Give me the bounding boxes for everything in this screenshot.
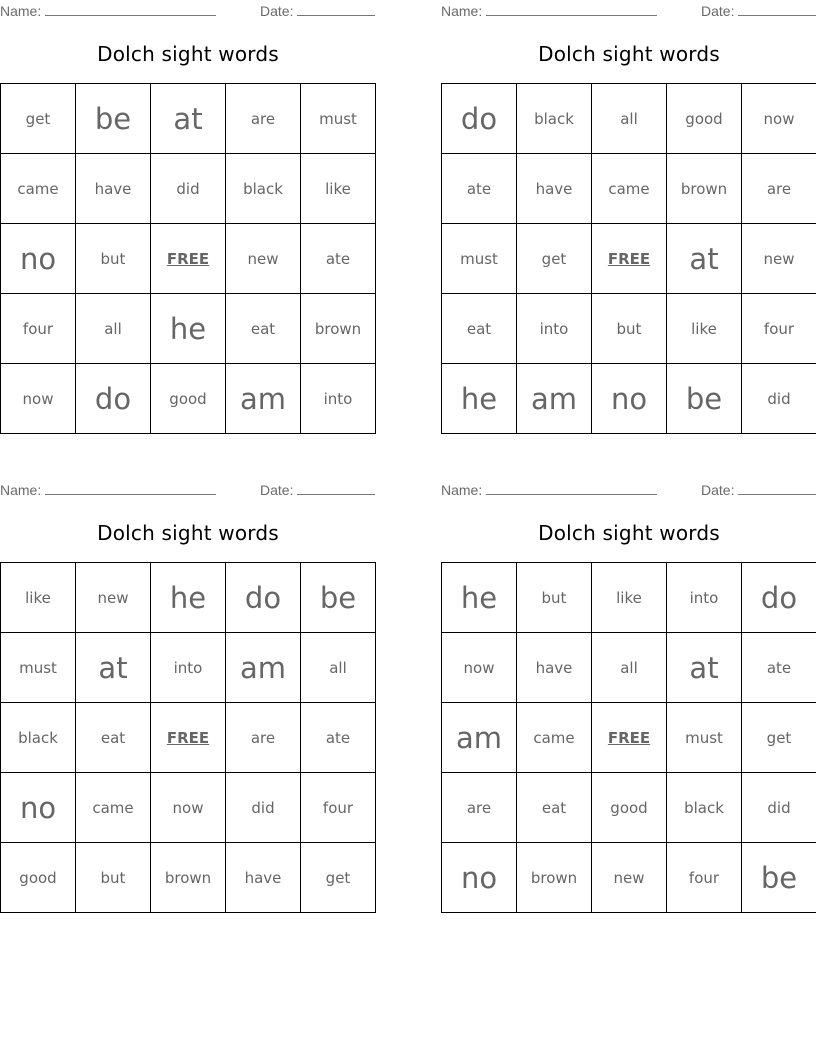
word-cell: am (517, 364, 592, 434)
word-cell: black (517, 84, 592, 154)
grid-row (1, 773, 376, 843)
word-cell: four (667, 843, 742, 913)
word-cell: but (517, 563, 592, 633)
bingo-card-4 (441, 479, 816, 911)
word-cell: like (667, 294, 742, 364)
word-cell: no (592, 364, 667, 434)
word-cell: are (226, 84, 301, 154)
word-cell: good (151, 364, 226, 434)
word-cell: did (151, 154, 226, 224)
word-cell: be (76, 84, 151, 154)
word-cell: all (592, 633, 667, 703)
date-field (260, 2, 375, 19)
bingo-grid (0, 83, 376, 434)
grid-row (1, 84, 376, 154)
date-label: Date: (701, 482, 735, 498)
word-cell: like (592, 563, 667, 633)
date-blank-line[interactable] (297, 2, 375, 16)
word-cell: must (442, 224, 517, 294)
word-cell: black (226, 154, 301, 224)
word-cell: but (76, 843, 151, 913)
date-blank-line[interactable] (738, 481, 816, 495)
date-blank-line[interactable] (297, 481, 375, 495)
word-cell: ate (301, 703, 376, 773)
card-title: Dolch sight words (538, 521, 720, 545)
bingo-card-1 (0, 0, 376, 432)
grid-row (442, 294, 816, 364)
word-cell: good (1, 843, 76, 913)
card-title: Dolch sight words (97, 521, 279, 545)
word-cell: at (667, 633, 742, 703)
word-cell: have (226, 843, 301, 913)
grid-row (442, 703, 816, 773)
name-blank-line[interactable] (486, 481, 657, 495)
word-cell: good (592, 773, 667, 843)
word-cell: did (226, 773, 301, 843)
word-cell: black (1, 703, 76, 773)
grid-row (442, 563, 816, 633)
word-cell: new (226, 224, 301, 294)
word-cell: must (301, 84, 376, 154)
date-field (701, 2, 816, 19)
word-cell: he (151, 563, 226, 633)
grid-row (1, 154, 376, 224)
name-blank-line[interactable] (486, 2, 657, 16)
word-cell: all (301, 633, 376, 703)
grid-row (442, 224, 816, 294)
word-cell: have (76, 154, 151, 224)
word-cell: must (1, 633, 76, 703)
date-label: Date: (701, 3, 735, 19)
bingo-grid (0, 562, 376, 913)
bingo-grid (441, 562, 816, 913)
grid-row (1, 364, 376, 434)
word-cell: now (1, 364, 76, 434)
word-cell: am (226, 633, 301, 703)
word-cell: black (667, 773, 742, 843)
grid-row (1, 843, 376, 913)
word-cell: four (301, 773, 376, 843)
word-cell: eat (442, 294, 517, 364)
word-cell: be (301, 563, 376, 633)
bingo-grid (441, 83, 816, 434)
word-cell: like (301, 154, 376, 224)
date-field (260, 481, 375, 498)
word-cell: do (226, 563, 301, 633)
word-cell: are (226, 703, 301, 773)
name-blank-line[interactable] (45, 481, 216, 495)
word-cell: he (442, 563, 517, 633)
word-cell: eat (226, 294, 301, 364)
word-cell: be (667, 364, 742, 434)
name-label: Name: (441, 3, 483, 19)
word-cell: four (742, 294, 816, 364)
bingo-card-2 (441, 0, 816, 432)
word-cell: get (517, 224, 592, 294)
name-label: Name: (441, 482, 483, 498)
name-field (0, 481, 216, 498)
name-field (441, 481, 657, 498)
word-cell: no (442, 843, 517, 913)
name-label: Name: (0, 482, 42, 498)
word-cell: did (742, 773, 816, 843)
date-field (701, 481, 816, 498)
word-cell: am (226, 364, 301, 434)
date-label: Date: (260, 3, 294, 19)
grid-row (442, 633, 816, 703)
word-cell: like (1, 563, 76, 633)
grid-row (442, 84, 816, 154)
name-label: Name: (0, 3, 42, 19)
grid-row (1, 563, 376, 633)
word-cell: new (742, 224, 816, 294)
grid-row (1, 633, 376, 703)
word-cell: brown (301, 294, 376, 364)
word-cell: ate (742, 633, 816, 703)
word-cell: no (1, 773, 76, 843)
word-cell: but (76, 224, 151, 294)
card-title: Dolch sight words (538, 42, 720, 66)
name-field (0, 2, 216, 19)
word-cell: at (151, 84, 226, 154)
word-cell: get (301, 843, 376, 913)
word-cell: are (442, 773, 517, 843)
word-cell: be (742, 843, 816, 913)
grid-row (442, 154, 816, 224)
card-title: Dolch sight words (97, 42, 279, 66)
grid-row (442, 843, 816, 913)
grid-row (442, 773, 816, 843)
free-space-cell: FREE (151, 224, 226, 294)
word-cell: brown (517, 843, 592, 913)
word-cell: into (667, 563, 742, 633)
word-cell: four (1, 294, 76, 364)
word-cell: but (592, 294, 667, 364)
free-space-cell: FREE (592, 224, 667, 294)
word-cell: he (442, 364, 517, 434)
grid-row (1, 703, 376, 773)
name-blank-line[interactable] (45, 2, 216, 16)
date-blank-line[interactable] (738, 2, 816, 16)
word-cell: did (742, 364, 816, 434)
word-cell: came (1, 154, 76, 224)
date-label: Date: (260, 482, 294, 498)
word-cell: now (742, 84, 816, 154)
free-space-cell: FREE (151, 703, 226, 773)
word-cell: came (517, 703, 592, 773)
word-cell: ate (442, 154, 517, 224)
word-cell: into (151, 633, 226, 703)
word-cell: into (301, 364, 376, 434)
word-cell: he (151, 294, 226, 364)
word-cell: get (742, 703, 816, 773)
word-cell: eat (517, 773, 592, 843)
word-cell: good (667, 84, 742, 154)
grid-row (442, 364, 816, 434)
word-cell: brown (667, 154, 742, 224)
word-cell: came (76, 773, 151, 843)
word-cell: no (1, 224, 76, 294)
word-cell: have (517, 154, 592, 224)
word-cell: now (151, 773, 226, 843)
word-cell: eat (76, 703, 151, 773)
word-cell: brown (151, 843, 226, 913)
grid-row (1, 294, 376, 364)
word-cell: have (517, 633, 592, 703)
word-cell: do (76, 364, 151, 434)
word-cell: all (76, 294, 151, 364)
word-cell: now (442, 633, 517, 703)
grid-row (1, 224, 376, 294)
word-cell: new (592, 843, 667, 913)
word-cell: are (742, 154, 816, 224)
name-field (441, 2, 657, 19)
word-cell: new (76, 563, 151, 633)
word-cell: all (592, 84, 667, 154)
word-cell: into (517, 294, 592, 364)
word-cell: at (667, 224, 742, 294)
word-cell: am (442, 703, 517, 773)
word-cell: must (667, 703, 742, 773)
word-cell: at (76, 633, 151, 703)
word-cell: do (442, 84, 517, 154)
word-cell: get (1, 84, 76, 154)
word-cell: came (592, 154, 667, 224)
free-space-cell: FREE (592, 703, 667, 773)
word-cell: do (742, 563, 816, 633)
word-cell: ate (301, 224, 376, 294)
bingo-card-3 (0, 479, 376, 911)
